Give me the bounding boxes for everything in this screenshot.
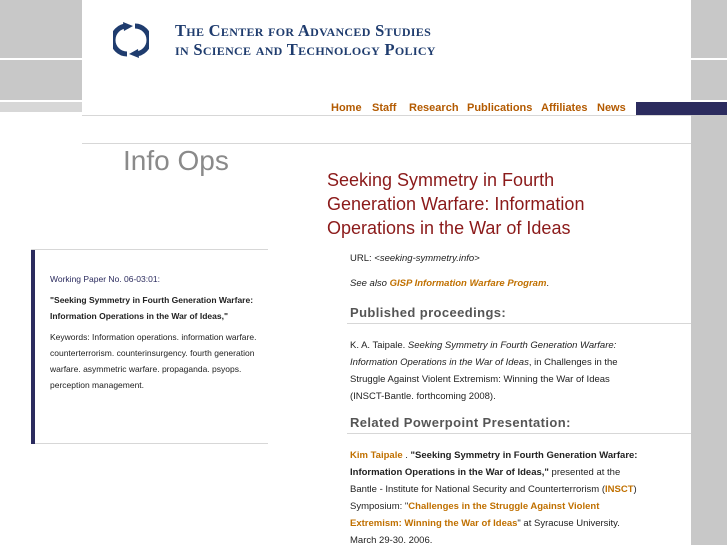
nav-publications[interactable]: Publications xyxy=(467,102,533,114)
sidebar-top-rule xyxy=(31,249,268,250)
ppt-heading: Related Powerpoint Presentation: xyxy=(350,415,571,430)
left-gray-mid xyxy=(0,60,82,100)
site-title-line1: The Center for Advanced Studies xyxy=(175,21,432,40)
see-also-line xyxy=(350,275,680,292)
nav-affiliates[interactable]: Affiliates xyxy=(541,102,588,114)
ppt-author-link[interactable]: Kim Taipale xyxy=(350,450,403,461)
url-value[interactable]: <seeking-symmetry.info> xyxy=(374,253,480,264)
site-title-line2: in Science and Technology Policy xyxy=(175,40,436,59)
ppt-text2: ) Symposium: " xyxy=(350,484,637,512)
nav-news[interactable]: News xyxy=(597,102,626,114)
nav-staff[interactable]: Staff xyxy=(372,102,397,114)
pub-title: Seeking Symmetry in Fourth Generation Warfare: Information Operations in the War of Ideas xyxy=(350,340,617,368)
ppt-text xyxy=(350,447,640,549)
nav-research[interactable]: Research xyxy=(409,102,459,114)
right-gray-mid xyxy=(691,60,727,100)
logo-icon[interactable] xyxy=(113,20,149,60)
paper-title: "Seeking Symmetry in Fourth Generation Warfare: Information Operations in the War of Ideas," xyxy=(50,295,254,321)
right-gray-top xyxy=(691,0,727,58)
url-line xyxy=(350,250,680,267)
published-rule xyxy=(347,323,691,324)
working-paper-number: Working Paper No. 06-03:01: xyxy=(50,274,160,284)
pub-rest: , in Challenges in the Struggle Against Violent Extremism: Winning the War of Ideas (INSCT-Bantle. forthcoming 2008). xyxy=(350,357,618,402)
see-also-suffix: . xyxy=(546,278,550,289)
insct-link[interactable]: INSCT xyxy=(605,484,634,495)
ppt-title: "Seeking Symmetry in Fourth Generation Warfare: Information Operations in the War of Ideas," xyxy=(350,450,638,478)
sidebar-bottom-rule xyxy=(35,443,268,444)
keywords: Keywords: Information operations. information warfare. counterterrorism. counterinsurgency. fourth generation warfare. asymmetric warfare. propaganda. psyops. perception management. xyxy=(50,332,257,390)
content-divider xyxy=(82,143,691,144)
symposium-link[interactable]: Challenges in the Struggle Against Violent Extremism: Winning the War of Ideas xyxy=(350,501,600,529)
left-gray-top xyxy=(0,0,82,58)
ppt-text1: presented at the Bantle - Institute for National Security and Counterterrorism ( xyxy=(350,467,621,495)
ppt-sep: . xyxy=(402,450,411,461)
sidebar-box xyxy=(50,271,260,393)
published-heading: Published proceedings: xyxy=(350,305,507,320)
url-label: URL: xyxy=(350,253,375,264)
nav-divider xyxy=(82,115,691,116)
page-title: Seeking Symmetry in Fourth Generation Warfare: Information Operations in the War of Ideas xyxy=(327,170,585,238)
sidebar-heading: Info Ops xyxy=(123,145,229,176)
sidebar-accent-bar xyxy=(31,250,35,444)
left-gray-band xyxy=(0,102,82,112)
nav-home[interactable]: Home xyxy=(331,102,362,114)
ppt-text3: " at Syracuse University. March 29-30. 2006. xyxy=(350,518,620,546)
publication-text xyxy=(350,337,635,405)
see-also-prefix: See also xyxy=(350,278,390,289)
right-gray-column xyxy=(691,115,727,545)
right-nav-bar xyxy=(636,102,727,115)
ppt-rule xyxy=(347,433,691,434)
pub-author: K. A. Taipale. xyxy=(350,340,408,351)
gisp-link[interactable]: GISP Information Warfare Program xyxy=(389,278,547,289)
